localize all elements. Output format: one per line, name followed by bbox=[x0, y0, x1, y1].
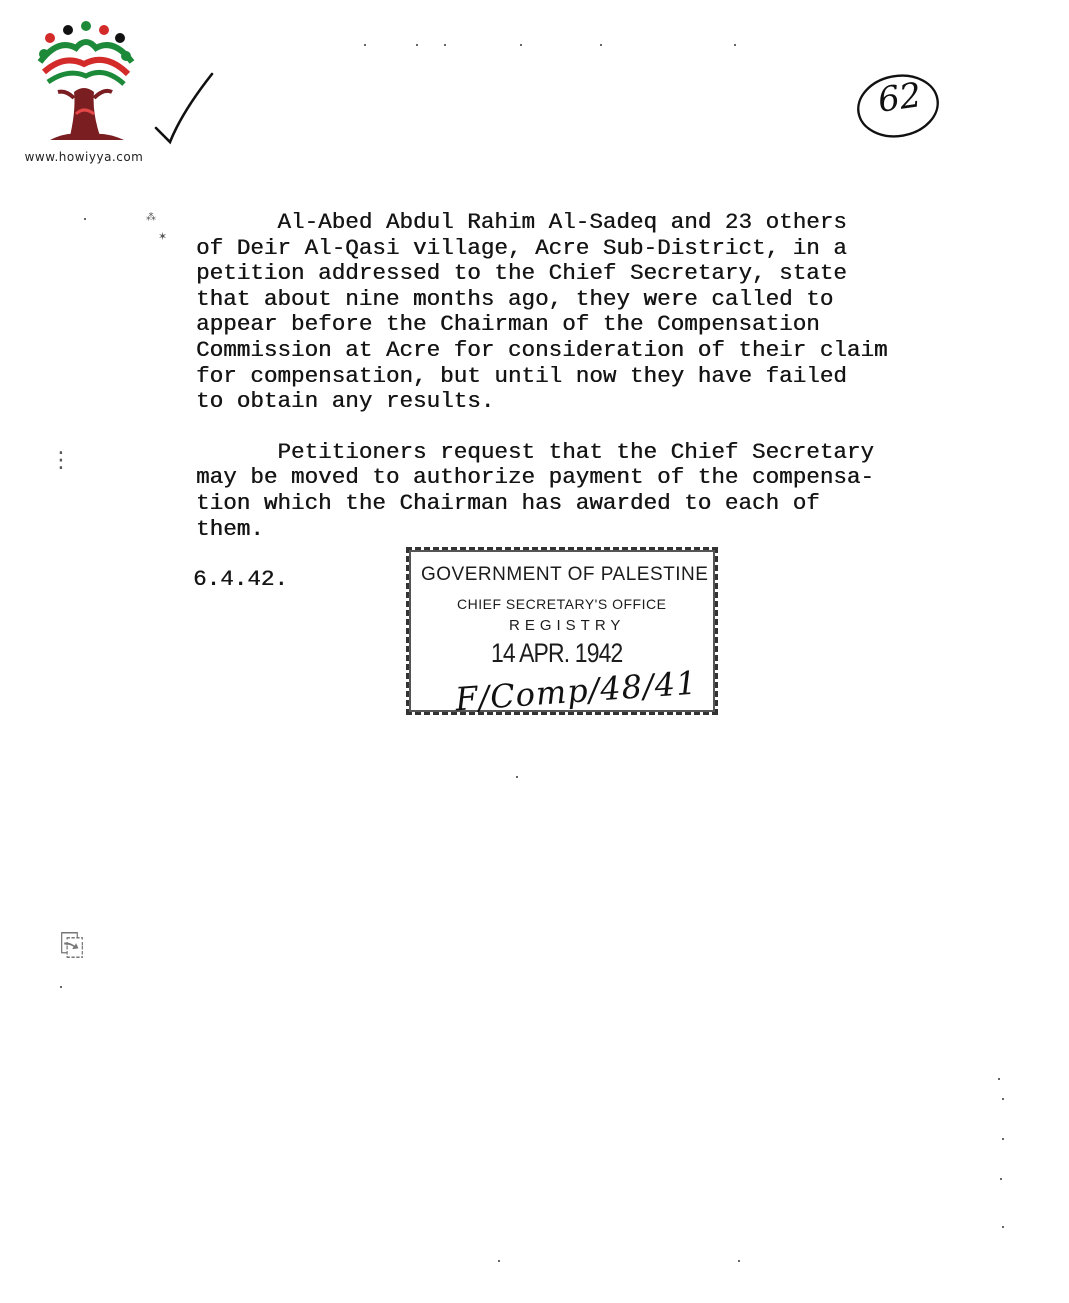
margin-mark: ⁂ bbox=[146, 212, 156, 223]
text-line: may be moved to authorize payment of the compensa- bbox=[196, 464, 874, 491]
text-line: that about nine months ago, they were called to bbox=[196, 285, 834, 312]
scan-speck bbox=[1002, 1098, 1004, 1100]
margin-mark: ✶ bbox=[158, 230, 168, 243]
stamp-date: 14 APR. 1942 bbox=[491, 638, 623, 668]
scan-speck bbox=[444, 44, 446, 46]
scan-speck bbox=[738, 1260, 740, 1262]
folio-number-circle bbox=[852, 70, 944, 142]
scan-speck bbox=[416, 44, 418, 46]
scan-speck bbox=[60, 986, 62, 988]
paragraph-1 bbox=[196, 210, 976, 415]
text-line: appear before the Chairman of the Compensation bbox=[196, 311, 820, 338]
scan-speck bbox=[600, 44, 602, 46]
text-line: of Deir Al-Qasi village, Acre Sub-District, in a bbox=[196, 234, 847, 261]
petition-summary bbox=[196, 210, 976, 542]
scan-speck bbox=[516, 776, 518, 778]
scan-speck bbox=[998, 1078, 1000, 1080]
scan-speck bbox=[498, 1260, 500, 1262]
margin-mark: ⋮ bbox=[50, 448, 72, 473]
text-line: Al-Abed Abdul Rahim Al-Sadeq and 23 others bbox=[196, 209, 847, 235]
scan-speck bbox=[84, 218, 86, 220]
stamp-registry-line: REGISTRY bbox=[509, 617, 626, 634]
stamp-office-line: CHIEF SECRETARY'S OFFICE bbox=[457, 596, 667, 612]
text-line: to obtain any results. bbox=[196, 388, 495, 415]
scan-speck bbox=[1000, 1178, 1002, 1180]
text-line: for compensation, but until now they have failed bbox=[196, 362, 847, 389]
text-line: petition addressed to the Chief Secretary, state bbox=[196, 260, 847, 287]
scan-speck bbox=[1002, 1226, 1004, 1228]
document-date: 6.4.42. bbox=[193, 566, 288, 592]
tree-logo-icon bbox=[14, 18, 154, 148]
text-line: them. bbox=[196, 515, 264, 542]
scan-speck bbox=[364, 44, 366, 46]
paragraph-2 bbox=[196, 440, 976, 542]
stamp-file-reference: F/Comp/48/41 bbox=[453, 663, 699, 719]
registry-stamp bbox=[406, 547, 718, 719]
stamp-government-line: GOVERNMENT OF PALESTINE bbox=[421, 564, 709, 585]
text-line: tion which the Chairman has awarded to each of bbox=[196, 489, 820, 516]
text-line: Commission at Acre for consideration of their claim bbox=[196, 336, 888, 363]
scan-speck bbox=[734, 44, 736, 46]
check-mark-icon bbox=[152, 70, 222, 150]
logo-url: www.howiyya.com bbox=[24, 150, 144, 164]
howiyya-logo bbox=[14, 18, 154, 168]
scan-speck bbox=[520, 44, 522, 46]
folio-number: 62 bbox=[875, 75, 924, 121]
text-line: Petitioners request that the Chief Secretary bbox=[196, 438, 874, 465]
scan-speck bbox=[1002, 1138, 1004, 1140]
margin-mark: ⎘ bbox=[60, 928, 84, 963]
